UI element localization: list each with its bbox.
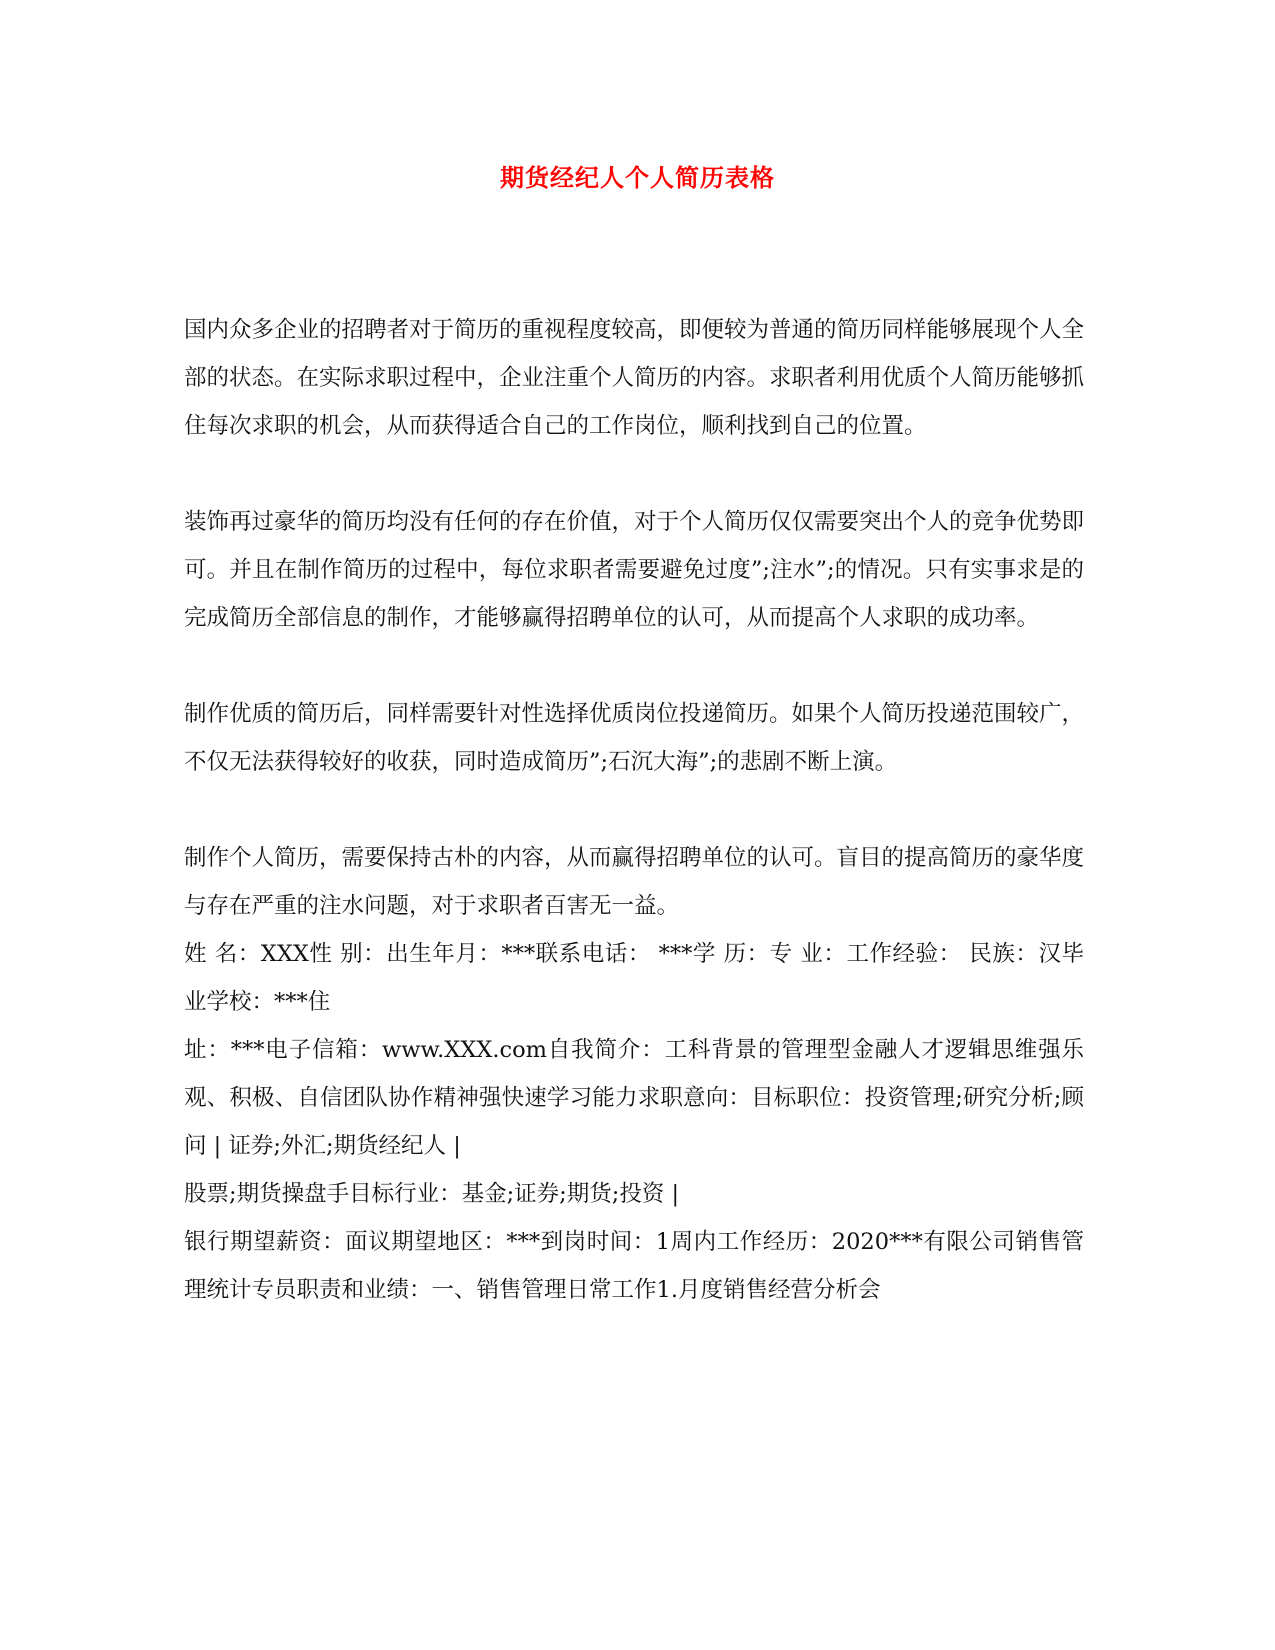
document-body (184, 306, 1084, 1314)
paragraph-gap (184, 786, 1084, 834)
paragraph-gap (184, 450, 1084, 498)
resume-line-3: 股票;期货操盘手目标行业：基金;证券;期货;投资 | (184, 1181, 680, 1207)
paragraph-1: 国内众多企业的招聘者对于简历的重视程度较高，即便较为普通的简历同样能够展现个人全部的状态。在实际求职过程中，企业注重个人简历的内容。求职者利用优质个人简历能够抓住每次求职的机会，从而获得适合自己的工作岗位，顺利找到自己的位置。 (184, 317, 1085, 439)
paragraph-3: 制作优质的简历后，同样需要针对性选择优质岗位投递简历。如果个人简历投递范围较广，不仅无法获得较好的收获，同时造成简历”;石沉大海”;的悲剧不断上演。 (184, 701, 1085, 775)
resume-line-4: 银行期望薪资：面议期望地区：***到岗时间：1周内工作经历：2020***有限公司销售管理统计专员职责和业绩：一、销售管理日常工作1.月度销售经营分析会 (184, 1229, 1084, 1303)
document-title: 期货经纪人个人简历表格 (500, 163, 775, 192)
paragraph-4: 制作个人简历，需要保持古朴的内容，从而赢得招聘单位的认可。盲目的提高简历的豪华度与存在严重的注水问题，对于求职者百害无一益。 (184, 845, 1085, 919)
resume-line-2: 址：***电子信箱：www.XXX.com自我简介：工科背景的管理型金融人才逻辑思维强乐观、积极、自信团队协作精神强快速学习能力求职意向：目标职位：投资管理;研究分析;顾问 | 证券;外汇;期货经纪人 | (184, 1037, 1084, 1159)
paragraph-2: 装饰再过豪华的简历均没有任何的存在价值，对于个人简历仅仅需要突出个人的竞争优势即可。并且在制作简历的过程中，每位求职者需要避免过度”;注水”;的情况。只有实事求是的完成简历全部信息的制作，才能够赢得招聘单位的认可，从而提高个人求职的成功率。 (184, 509, 1085, 631)
resume-line-1: 姓 名：XXX性 别：出生年月：***联系电话： ***学 历：专 业：工作经验： 民族：汉毕业学校：***住 (184, 941, 1084, 1015)
paragraph-gap (184, 642, 1084, 690)
